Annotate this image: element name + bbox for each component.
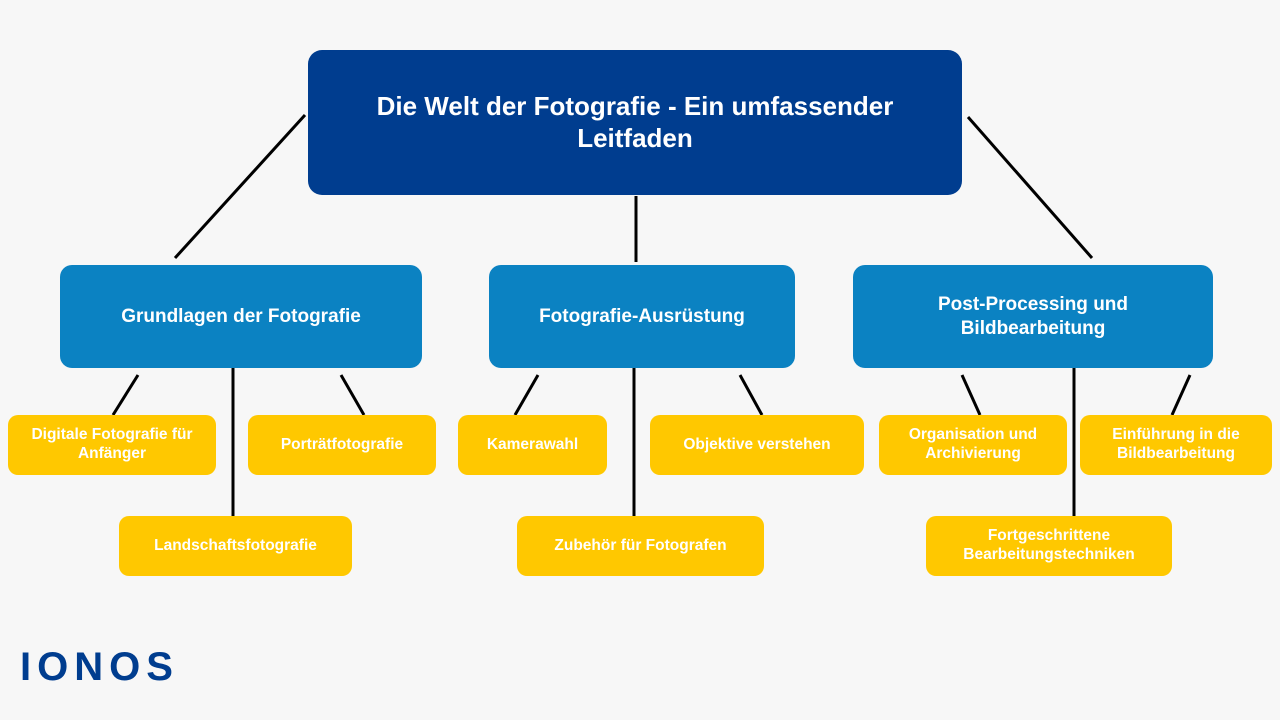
- node-branch-post-processing[interactable]: [853, 265, 1213, 368]
- node-branch-ausruestung[interactable]: [489, 265, 795, 368]
- node-leaf-portraetfotografie[interactable]: [248, 415, 436, 475]
- connector-branch-3-to-leaf-1: [962, 375, 980, 415]
- node-leaf-landschaftsfotografie[interactable]: [119, 516, 352, 576]
- node-leaf-label: Einführung in die Bildbearbeitung: [1112, 426, 1240, 462]
- node-branch-label: Fotografie-Ausrüstung: [539, 305, 745, 327]
- node-leaf-label: Kamerawahl: [486, 435, 579, 453]
- node-leaf-label: Fortgeschrittene Bearbeitungstechniken: [963, 527, 1135, 563]
- node-leaf-einfuehrung-bildbearbeitung[interactable]: [1080, 415, 1272, 475]
- node-root-label: Die Welt der Fotografie - Ein umfassender Leitfaden: [376, 90, 894, 153]
- connector-branch-3-to-leaf-3: [1172, 375, 1190, 415]
- connector-root-to-branch-3: [968, 117, 1092, 258]
- node-leaf-objektive-verstehen[interactable]: [650, 415, 864, 475]
- node-leaf-label: Objektive verstehen: [683, 435, 831, 453]
- connector-branch-1-to-leaf-1: [113, 375, 138, 415]
- node-branch-label: Post-Processing und Bildbearbeitung: [937, 294, 1129, 339]
- connector-root-to-branch-1: [175, 115, 305, 258]
- node-branch-grundlagen[interactable]: [60, 265, 422, 368]
- node-leaf-label: Zubehör für Fotografen: [554, 536, 727, 554]
- connector-branch-2-to-leaf-3: [740, 375, 762, 415]
- node-leaf-zubehoer[interactable]: [517, 516, 764, 576]
- connector-branch-2-to-leaf-1: [515, 375, 538, 415]
- node-leaf-fortgeschrittene-techniken[interactable]: [926, 516, 1172, 576]
- node-root[interactable]: [308, 50, 962, 195]
- node-leaf-label: Porträtfotografie: [280, 435, 404, 453]
- node-leaf-kamerawahl[interactable]: [458, 415, 607, 475]
- node-branch-label: Grundlagen der Fotografie: [121, 305, 361, 327]
- node-leaf-label: Organisation und Archivierung: [908, 426, 1038, 462]
- node-leaf-digitale-fotografie[interactable]: [8, 415, 216, 475]
- node-leaf-label: Landschaftsfotografie: [154, 536, 317, 554]
- node-leaf-organisation-archivierung[interactable]: [879, 415, 1067, 475]
- node-leaf-label: Digitale Fotografie für Anfänger: [31, 426, 193, 462]
- ionos-logo: IONOS: [20, 645, 179, 689]
- connector-branch-1-to-leaf-3: [341, 375, 364, 415]
